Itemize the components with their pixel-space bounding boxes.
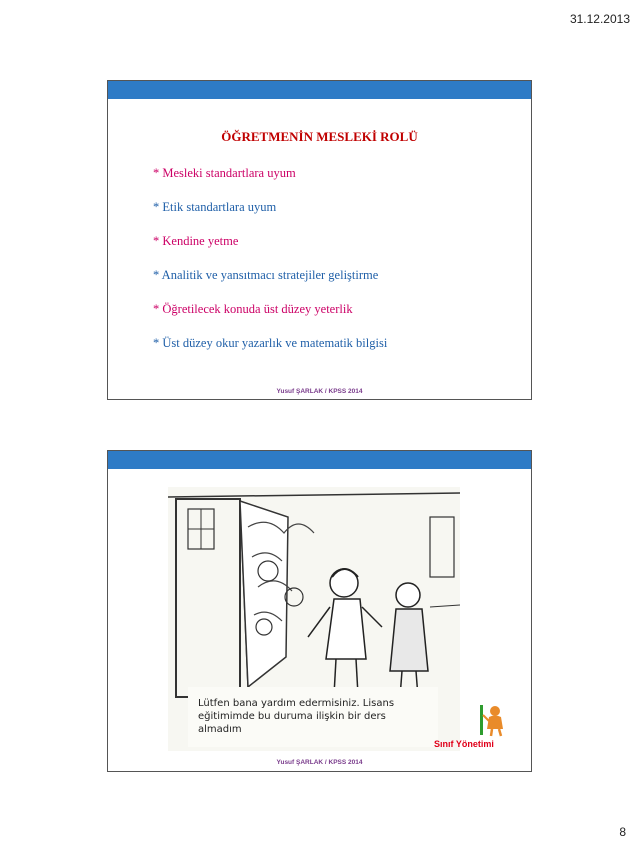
slide-label: Sınıf Yönetimi (434, 739, 494, 749)
bullet-item: * Analitik ve yansıtmacı stratejiler geliştirme (153, 268, 379, 282)
teacher-figure-icon (478, 703, 506, 737)
caption-line: almadım (198, 724, 242, 735)
bullet-item: * Kendine yetme (153, 234, 239, 248)
slide-2 (107, 450, 532, 772)
classroom-cartoon (168, 487, 460, 751)
bullet-item: * Etik standartlara uyum (153, 200, 277, 214)
header-date: 31.12.2013 (569, 12, 630, 26)
slide-footer: Yusuf ŞARLAK / KPSS 2014 (276, 759, 363, 766)
bullet-list (153, 165, 387, 369)
bullet-item: * Mesleki standartlara uyum (153, 166, 296, 180)
bullet-item: * Öğretilecek konuda üst düzey yeterlik (153, 302, 353, 316)
slide-1 (107, 80, 532, 400)
bullet-item: * Üst düzey okur yazarlık ve matematik bilgisi (153, 336, 388, 350)
slide-title: ÖĞRETMENİN MESLEKİ ROLÜ (221, 129, 418, 144)
slide-header-bar (108, 451, 531, 469)
caption-line: eğitimimde bu duruma ilişkin bir ders (198, 711, 386, 722)
cartoon-caption (198, 697, 428, 736)
page-number: 8 (619, 825, 626, 839)
slide-header-bar (108, 81, 531, 99)
caption-line: Lütfen bana yardım edermisiniz. Lisans (198, 698, 395, 709)
slide-footer: Yusuf ŞARLAK / KPSS 2014 (276, 388, 363, 395)
